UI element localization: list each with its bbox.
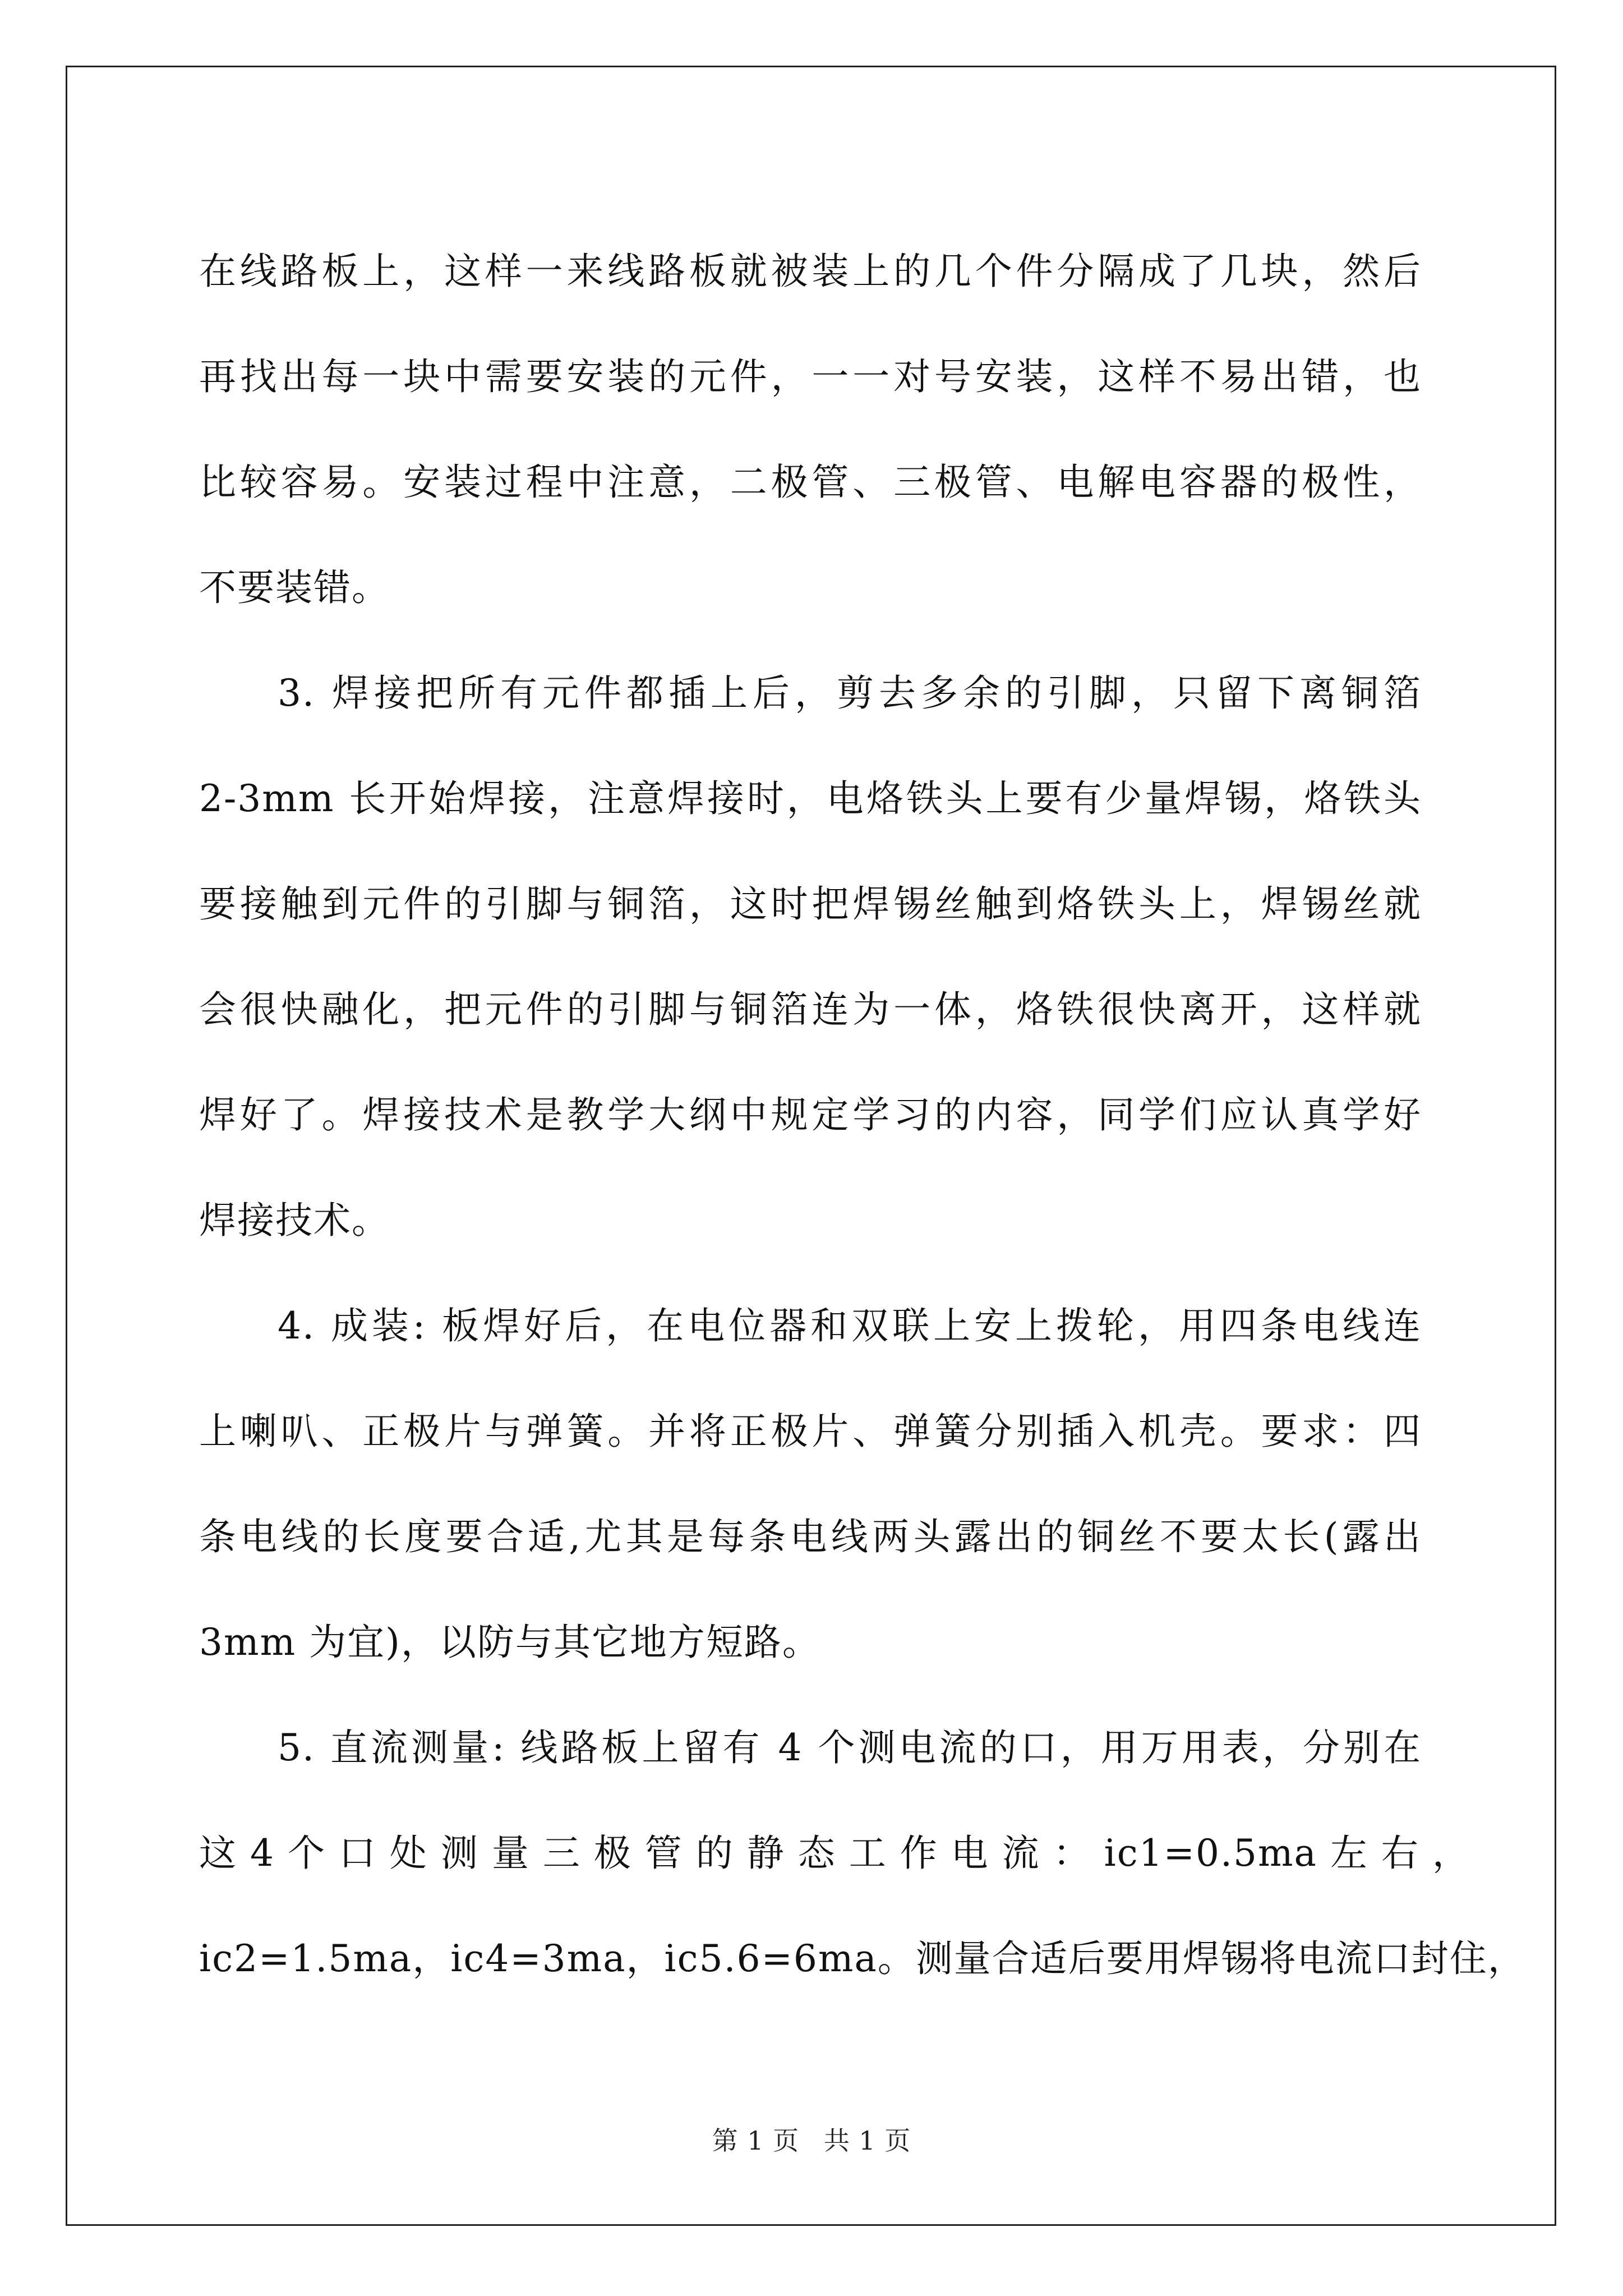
text-line: 4. 成装: 板焊好后，在电位器和双联上安上拨轮，用四条电线连: [278, 1304, 1422, 1347]
page-number-current: 第 1 页: [712, 2125, 800, 2156]
text-line: 再找出每一块中需要安装的元件，一一对号安装，这样不易出错，也: [199, 355, 1422, 398]
text-line: 比较容易。安装过程中注意，二极管、三极管、电解电容器的极性，: [199, 461, 1422, 504]
text-line: 5. 直流测量: 线路板上留有 4 个测电流的口，用万用表，分别在: [278, 1726, 1422, 1769]
text-line: 不要装错。: [199, 566, 390, 609]
page-footer: [0, 2120, 1623, 2157]
text-line: 焊好了。焊接技术是教学大纲中规定学习的内容，同学们应认真学好: [199, 1093, 1422, 1137]
text-line: 在线路板上，这样一来线路板就被装上的几个件分隔成了几块，然后: [199, 250, 1422, 293]
text-line: 焊接技术。: [199, 1199, 390, 1242]
text-line: 要接触到元件的引脚与铜箔，这时把焊锡丝触到烙铁头上，焊锡丝就: [199, 882, 1422, 926]
text-line: 2-3mm 长开始焊接，注意焊接时，电烙铁头上要有少量焊锡，烙铁头: [199, 777, 1422, 820]
text-line: ic2=1.5ma，ic4=3ma，ic5.6=6ma。测量合适后要用焊锡将电流口封住，: [199, 1937, 1526, 1980]
text-line: 这 4 个 口 处 测 量 三 极 管 的 静 态 工 作 电 流 ： ic1=0.5ma 左 右 ，: [199, 1832, 1470, 1875]
text-line: 3mm 为宜)，以防与其它地方短路。: [199, 1621, 820, 1664]
text-line: 上喇叭、正极片与弹簧。并将正极片、弹簧分别插入机壳。要求：四: [199, 1410, 1422, 1453]
page-number-total: 共 1 页: [823, 2125, 911, 2156]
document-body: [199, 219, 1526, 2012]
text-line: 条电线的长度要合适,尤其是每条电线两头露出的铜丝不要太长(露出: [199, 1515, 1422, 1558]
text-line: 3. 焊接把所有元件都插上后，剪去多余的引脚，只留下离铜箔: [278, 671, 1422, 715]
text-line: 会很快融化，把元件的引脚与铜箔连为一体，烙铁很快离开，这样就: [199, 988, 1422, 1031]
